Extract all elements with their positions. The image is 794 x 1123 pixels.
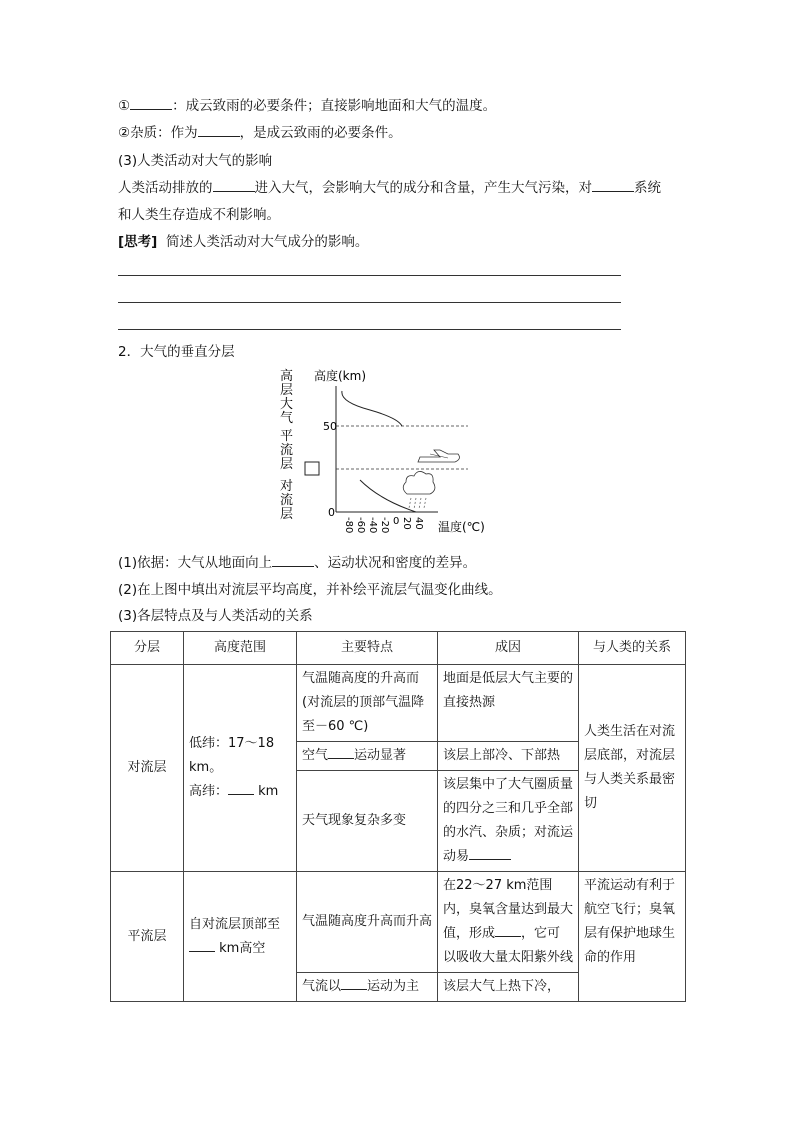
- layer-name-cell: 平流层: [111, 872, 184, 1002]
- layer-label-upper: 高层大气: [280, 369, 294, 426]
- feature-cell: 气流以 运动为主: [297, 973, 438, 1002]
- answer-blank[interactable]: [328, 746, 354, 759]
- answer-line[interactable]: [118, 329, 621, 330]
- answer-blank[interactable]: [592, 179, 634, 192]
- x-tick-label: 0: [393, 516, 400, 527]
- feature-cell: 空气 运动显著: [297, 742, 438, 771]
- cause-cell: 在22～27 km范围内，臭氧含量达到最大值，形成 ，它可以吸收大量太阳紫外线: [438, 872, 579, 973]
- atmosphere-chart: [280, 362, 500, 540]
- cause-cell: 地面是低层大气主要的直接热源: [438, 665, 579, 742]
- x-ticks: [343, 516, 424, 533]
- y-axis-label: 高度(km): [314, 369, 367, 383]
- question-3: (3)各层特点及与人类活动的关系: [118, 608, 313, 624]
- layer-table: [110, 631, 686, 1002]
- answer-blank[interactable]: [341, 977, 367, 990]
- answer-blank[interactable]: [495, 924, 521, 937]
- think-prompt: [思考] 简述人类活动对大气成分的影响。: [118, 234, 369, 250]
- table-header-row: [111, 632, 686, 665]
- question-2: (2)在上图中填出对流层平均高度，并补绘平流层气温变化曲线。: [118, 582, 502, 598]
- layer-name-cell: 对流层: [111, 665, 184, 872]
- line-human-emissions: 人类活动排放的 进入大气，会影响大气的成分和含量，产生大气污染，对 系统: [118, 180, 661, 196]
- tropopause-fill-box[interactable]: [305, 462, 319, 475]
- header-cell: 高度范围: [184, 632, 297, 665]
- answer-blank[interactable]: [198, 124, 240, 137]
- x-tick-label: 40: [413, 517, 424, 530]
- x-tick-label: -60: [355, 517, 366, 534]
- feature-cell: 气温随高度的升高而 (对流层的顶部气温降至－60 ℃): [297, 665, 438, 742]
- layer-label-stratosphere: 平流层: [280, 429, 294, 472]
- header-cell: 与人类的关系: [579, 632, 686, 665]
- answer-blank[interactable]: [272, 554, 314, 567]
- feature-cell: 气温随高度升高而升高: [297, 872, 438, 973]
- y-tick-label: 0: [328, 506, 335, 519]
- x-tick-label: 20: [401, 517, 412, 530]
- layer-label-troposphere: 对流层: [280, 479, 294, 522]
- answer-blank[interactable]: [130, 97, 172, 110]
- question-1: (1)依据：大气从地面向上 、运动状况和密度的差异。: [118, 555, 477, 571]
- answer-blank[interactable]: [228, 782, 254, 795]
- answer-blank[interactable]: [469, 847, 511, 860]
- x-tick-label: -20: [379, 517, 390, 534]
- feature-cell: 天气现象复杂多变: [297, 771, 438, 872]
- cause-cell: 该层上部冷、下部热: [438, 742, 579, 771]
- header-cell: 成因: [438, 632, 579, 665]
- section-heading: 2．大气的垂直分层: [118, 344, 235, 360]
- height-range-cell: 自对流层顶部至 km高空: [184, 872, 297, 1002]
- subheading-human-impact: (3)人类活动对大气的影响: [118, 153, 273, 169]
- answer-line[interactable]: [118, 275, 621, 276]
- answer-blank[interactable]: [213, 179, 255, 192]
- airplane-icon: [418, 450, 459, 462]
- cause-cell: 该层集中了大气圈质量的四分之三和几乎全部的水汽、杂质；对流运动易: [438, 771, 579, 872]
- line-water-vapor: ① ：成云致雨的必要条件；直接影响地面和大气的温度。: [118, 98, 497, 114]
- relation-cell: 平流运动有利于航空飞行；臭氧层有保护地球生命的作用: [579, 872, 686, 1002]
- height-range-cell: 低纬：17～18 km。 高纬： km: [184, 665, 297, 872]
- rain-cloud-icon: [403, 471, 435, 509]
- answer-blank[interactable]: [189, 939, 215, 952]
- line-impurities: ②杂质：作为 ，是成云致雨的必要条件。: [118, 125, 402, 141]
- table-row: [111, 665, 686, 742]
- header-cell: 主要特点: [297, 632, 438, 665]
- series-line-upper-atmosphere: [342, 391, 402, 426]
- table-row: [111, 872, 686, 973]
- header-cell: 分层: [111, 632, 184, 665]
- x-tick-label: -40: [367, 517, 378, 534]
- line-continuation: 和人类生存造成不利影响。: [118, 207, 280, 223]
- x-axis-label: 温度(℃): [438, 520, 485, 534]
- answer-line[interactable]: [118, 302, 621, 303]
- x-tick-label: -80: [343, 517, 354, 534]
- y-tick-label: 50: [323, 420, 337, 433]
- cause-cell: 该层大气上热下冷，: [438, 973, 579, 1002]
- relation-cell: 人类生活在对流层底部，对流层与人类关系最密切: [579, 665, 686, 872]
